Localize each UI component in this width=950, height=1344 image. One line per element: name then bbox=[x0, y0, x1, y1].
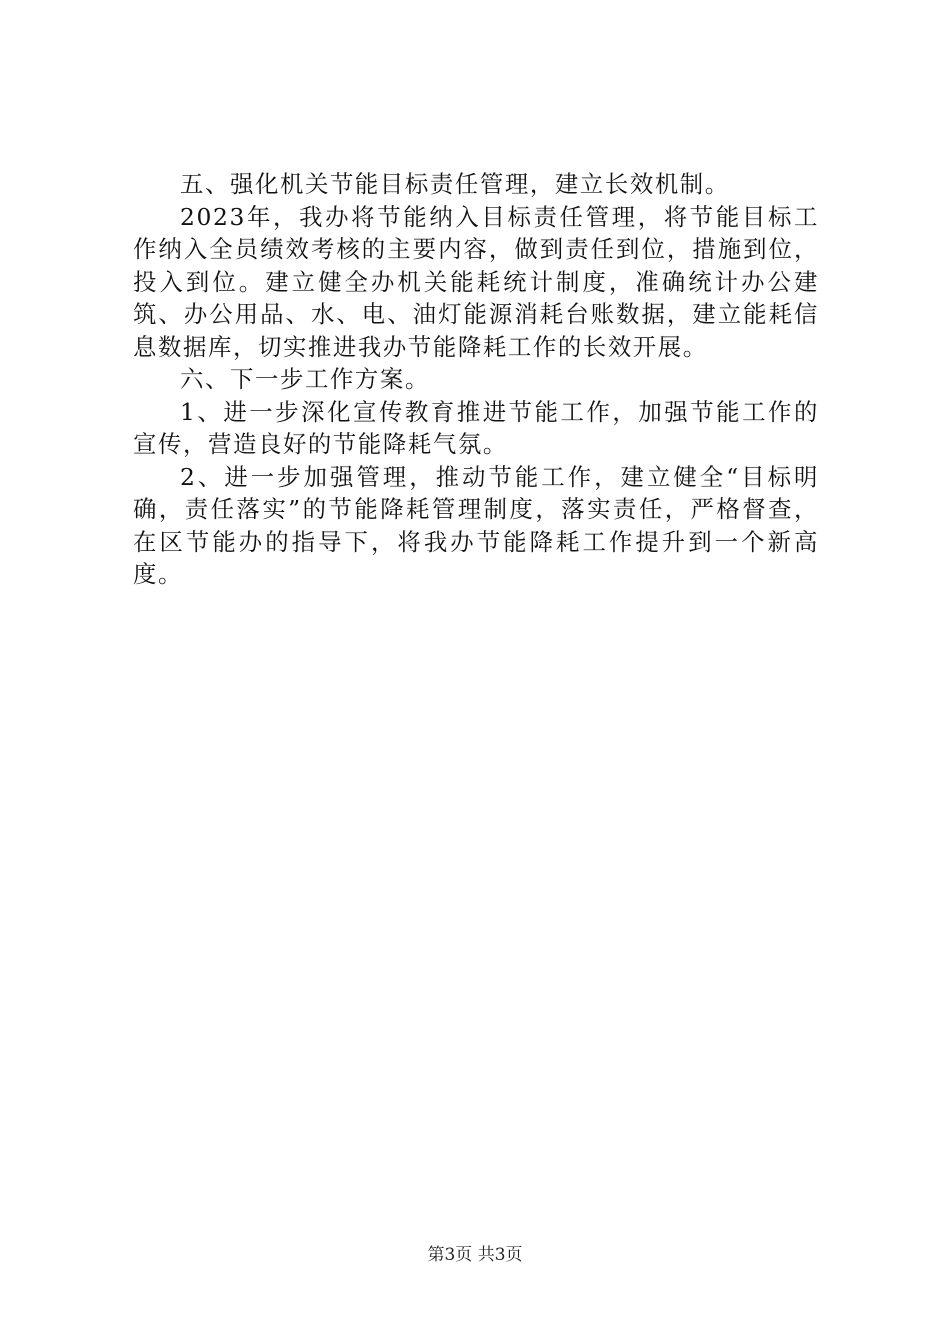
section-heading-6: 六、下一步工作方案。 bbox=[180, 365, 430, 393]
section-heading-5: 五、强化机关节能目标责任管理，建立长效机制。 bbox=[180, 170, 730, 198]
paragraph-2023-measures: 2023年，我办将节能纳入目标责任管理，将节能目标工作纳入全员绩效考核的主要内容，做到责任到位，措施到位，投入到位。建立健全办机关能耗统计制度，准确统计办公建筑、办公用品、水、电、油灯能源消耗台账数据，建立能耗信息数据库，切实推进我办节能降耗工作的长效开展。 bbox=[133, 202, 819, 361]
page-number-footer: 第3页 共3页 bbox=[427, 1245, 523, 1265]
plan-item-1: 1、进一步深化宣传教育推进节能工作，加强节能工作的宣传，营造良好的节能降耗气氛。 bbox=[133, 397, 819, 458]
plan-item-2: 2、进一步加强管理，推动节能工作，建立健全“目标明确，责任落实”的节能降耗管理制度，落实责任，严格督查，在区节能办的指导下，将我办节能降耗工作提升到一个新高度。 bbox=[133, 462, 819, 588]
document-body bbox=[133, 168, 819, 591]
